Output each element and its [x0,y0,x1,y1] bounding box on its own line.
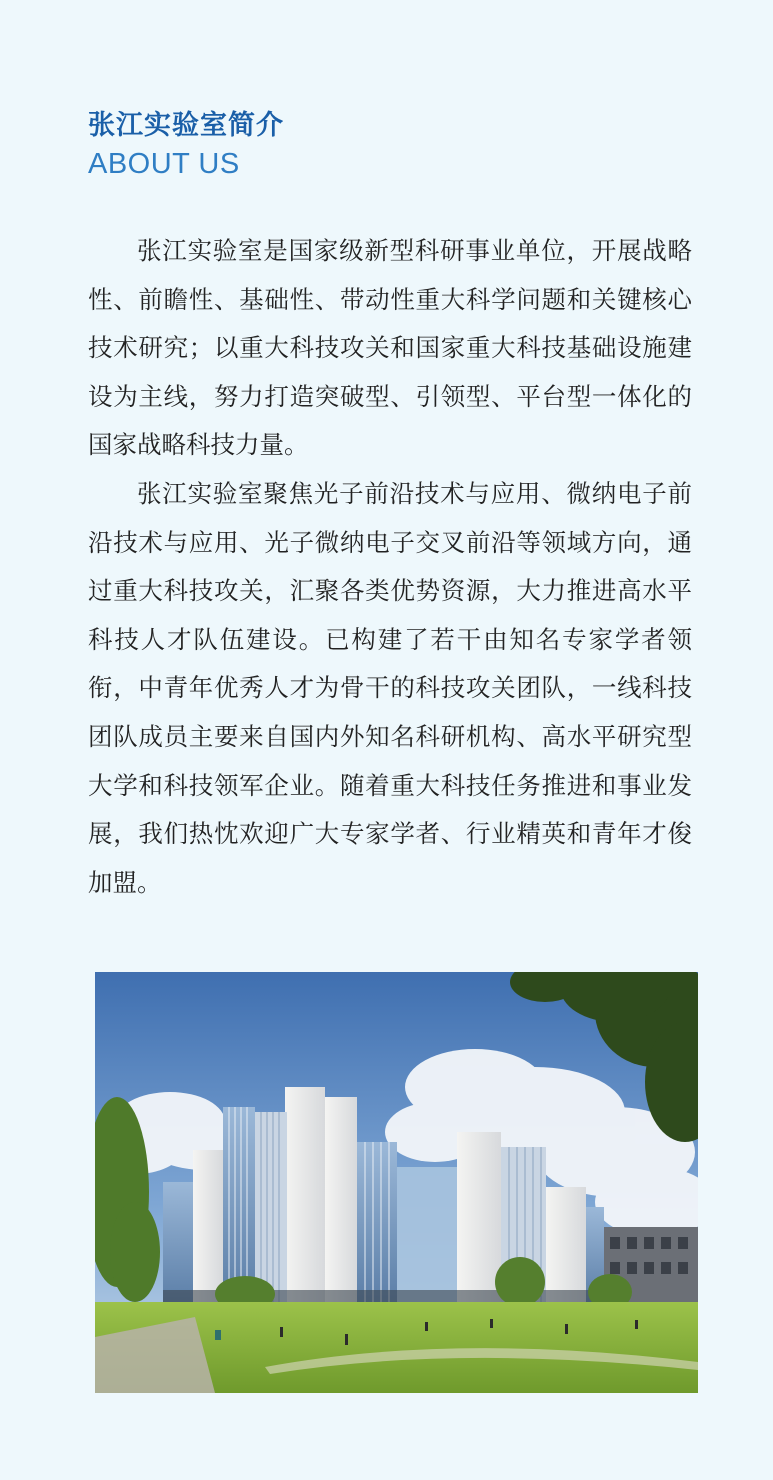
campus-rendering-image [95,972,698,1393]
intro-text [88,227,692,907]
intro-paragraph-1: 张江实验室是国家级新型科研事业单位，开展战略性、前瞻性、基础性、带动性重大科学问题和关键核心技术研究；以重大科技攻关和国家重大科技基础设施建设为主线，努力打造突破型、引领型、平台型一体化的国家战略科技力量。 [88,236,692,460]
section-subtitle: ABOUT US [88,148,240,180]
section-title: 张江实验室简介 [88,110,284,141]
intro-paragraph-2: 张江实验室聚焦光子前沿技术与应用、微纳电子前沿技术与应用、光子微纳电子交叉前沿等领域方向，通过重大科技攻关，汇聚各类优势资源，大力推进高水平科技人才队伍建设。已构建了若干由知名专家学者领衔，中青年优秀人才为骨干的科技攻关团队，一线科技团队成员主要来自国内外知名科研机构、高水平研究型大学和科技领军企业。随着重大科技任务推进和事业发展，我们热忱欢迎广大专家学者、行业精英和青年才俊加盟。 [88,478,692,897]
